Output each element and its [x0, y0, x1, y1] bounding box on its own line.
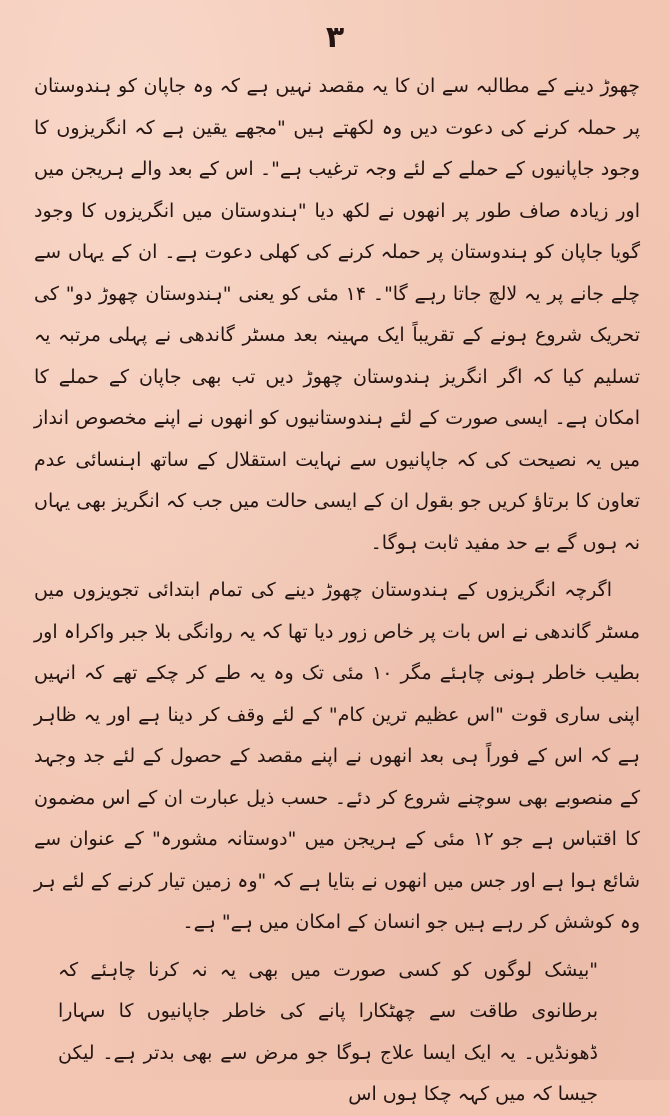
paragraph-2: اگرچہ انگریزوں کے ہندوستان چھوڑ دینے کی تمام ابتدائی تجویزوں میں مسٹر گاندھی نے اس بات پر خاص زور دیا تھا کہ یہ روانگی بلا جبر واکراہ اور بطیب خاطر ہونی چاہئے مگر ۱۰ مئی تک وہ یہ طے کر چکے تھے کہ انہیں اپنی ساری قوت "اس عظیم ترین کام" کے لئے وقف کر دینا ہے اور یہ ظاہر ہے کہ اس کے فوراً ہی بعد انھوں نے اپنے مقصد کے حصول کے لئے جد وجہد کے منصوبے بھی سوچنے شروع کر دئے۔ حسب ذیل عبارت ان کے اس مضمون کا اقتباس ہے جو ۱۲ مئی کے ہریجن میں "دوستانہ مشورہ" کے عنوان سے شائع ہوا ہے اور جس میں انھوں نے بتایا ہے کہ "وہ زمین تیار کرنے کے لئے ہر وہ کوشش کر رہے ہیں جو انسان کے امکان میں ہے" ہے۔: [34, 579, 640, 933]
page-number: ۳: [325, 20, 345, 55]
page-body: [34, 66, 640, 1116]
block-quote: "بیشک لوگوں کو کسی صورت میں بھی یہ نہ کرنا چاہئے کہ برطانوی طاقت سے چھٹکارا پانے کی خاطر جاپانیوں کا سہارا ڈھونڈیں۔ یہ ایک ایسا علاج ہوگا جو مرض سے بھی بدتر ہے۔ لیکن جیسا کہ میں کہہ چکا ہوں اس: [58, 958, 598, 1105]
paragraph-1: چھوڑ دینے کے مطالبہ سے ان کا یہ مقصد نہیں ہے کہ وہ جاپان کو ہندوستان پر حملہ کرنے کی دعوت دیں وہ لکھتے ہیں "مجھے یقین ہے کہ انگریزوں کا وجود جاپانیوں کے حملے کے لئے وجہ ترغیب ہے"۔ اس کے بعد والے ہریجن میں اور زیادہ صاف طور پر انھوں نے لکھ دیا "ہندوستان میں انگریزوں کا وجود گویا جاپان کو ہندوستان پر حملہ کرنے کی کھلی دعوت ہے۔ ان کے یہاں سے چلے جانے پر یہ لالچ جاتا رہے گا"۔ ۱۴ مئی کو یعنی "ہندوستان چھوڑ دو" کی تحریک شروع ہونے کے تقریباً ایک مہینہ بعد مسٹر گاندھی نے پہلی مرتبہ یہ تسلیم کیا کہ اگر انگریز ہندوستان چھوڑ دیں تب بھی جاپان کے حملے کا امکان ہے۔ ایسی صورت کے لئے ہندوستانیوں کو انھوں نے اپنے مخصوص انداز میں یہ نصیحت کی کہ جاپانیوں سے نہایت استقلال کے ساتھ اہنسائی عدم تعاون کا برتاؤ کریں جو بقول ان کے ایسی حالت میں جب کہ انگریز بھی یہاں نہ ہوں گے بے حد مفید ثابت ہوگا۔: [34, 75, 641, 554]
